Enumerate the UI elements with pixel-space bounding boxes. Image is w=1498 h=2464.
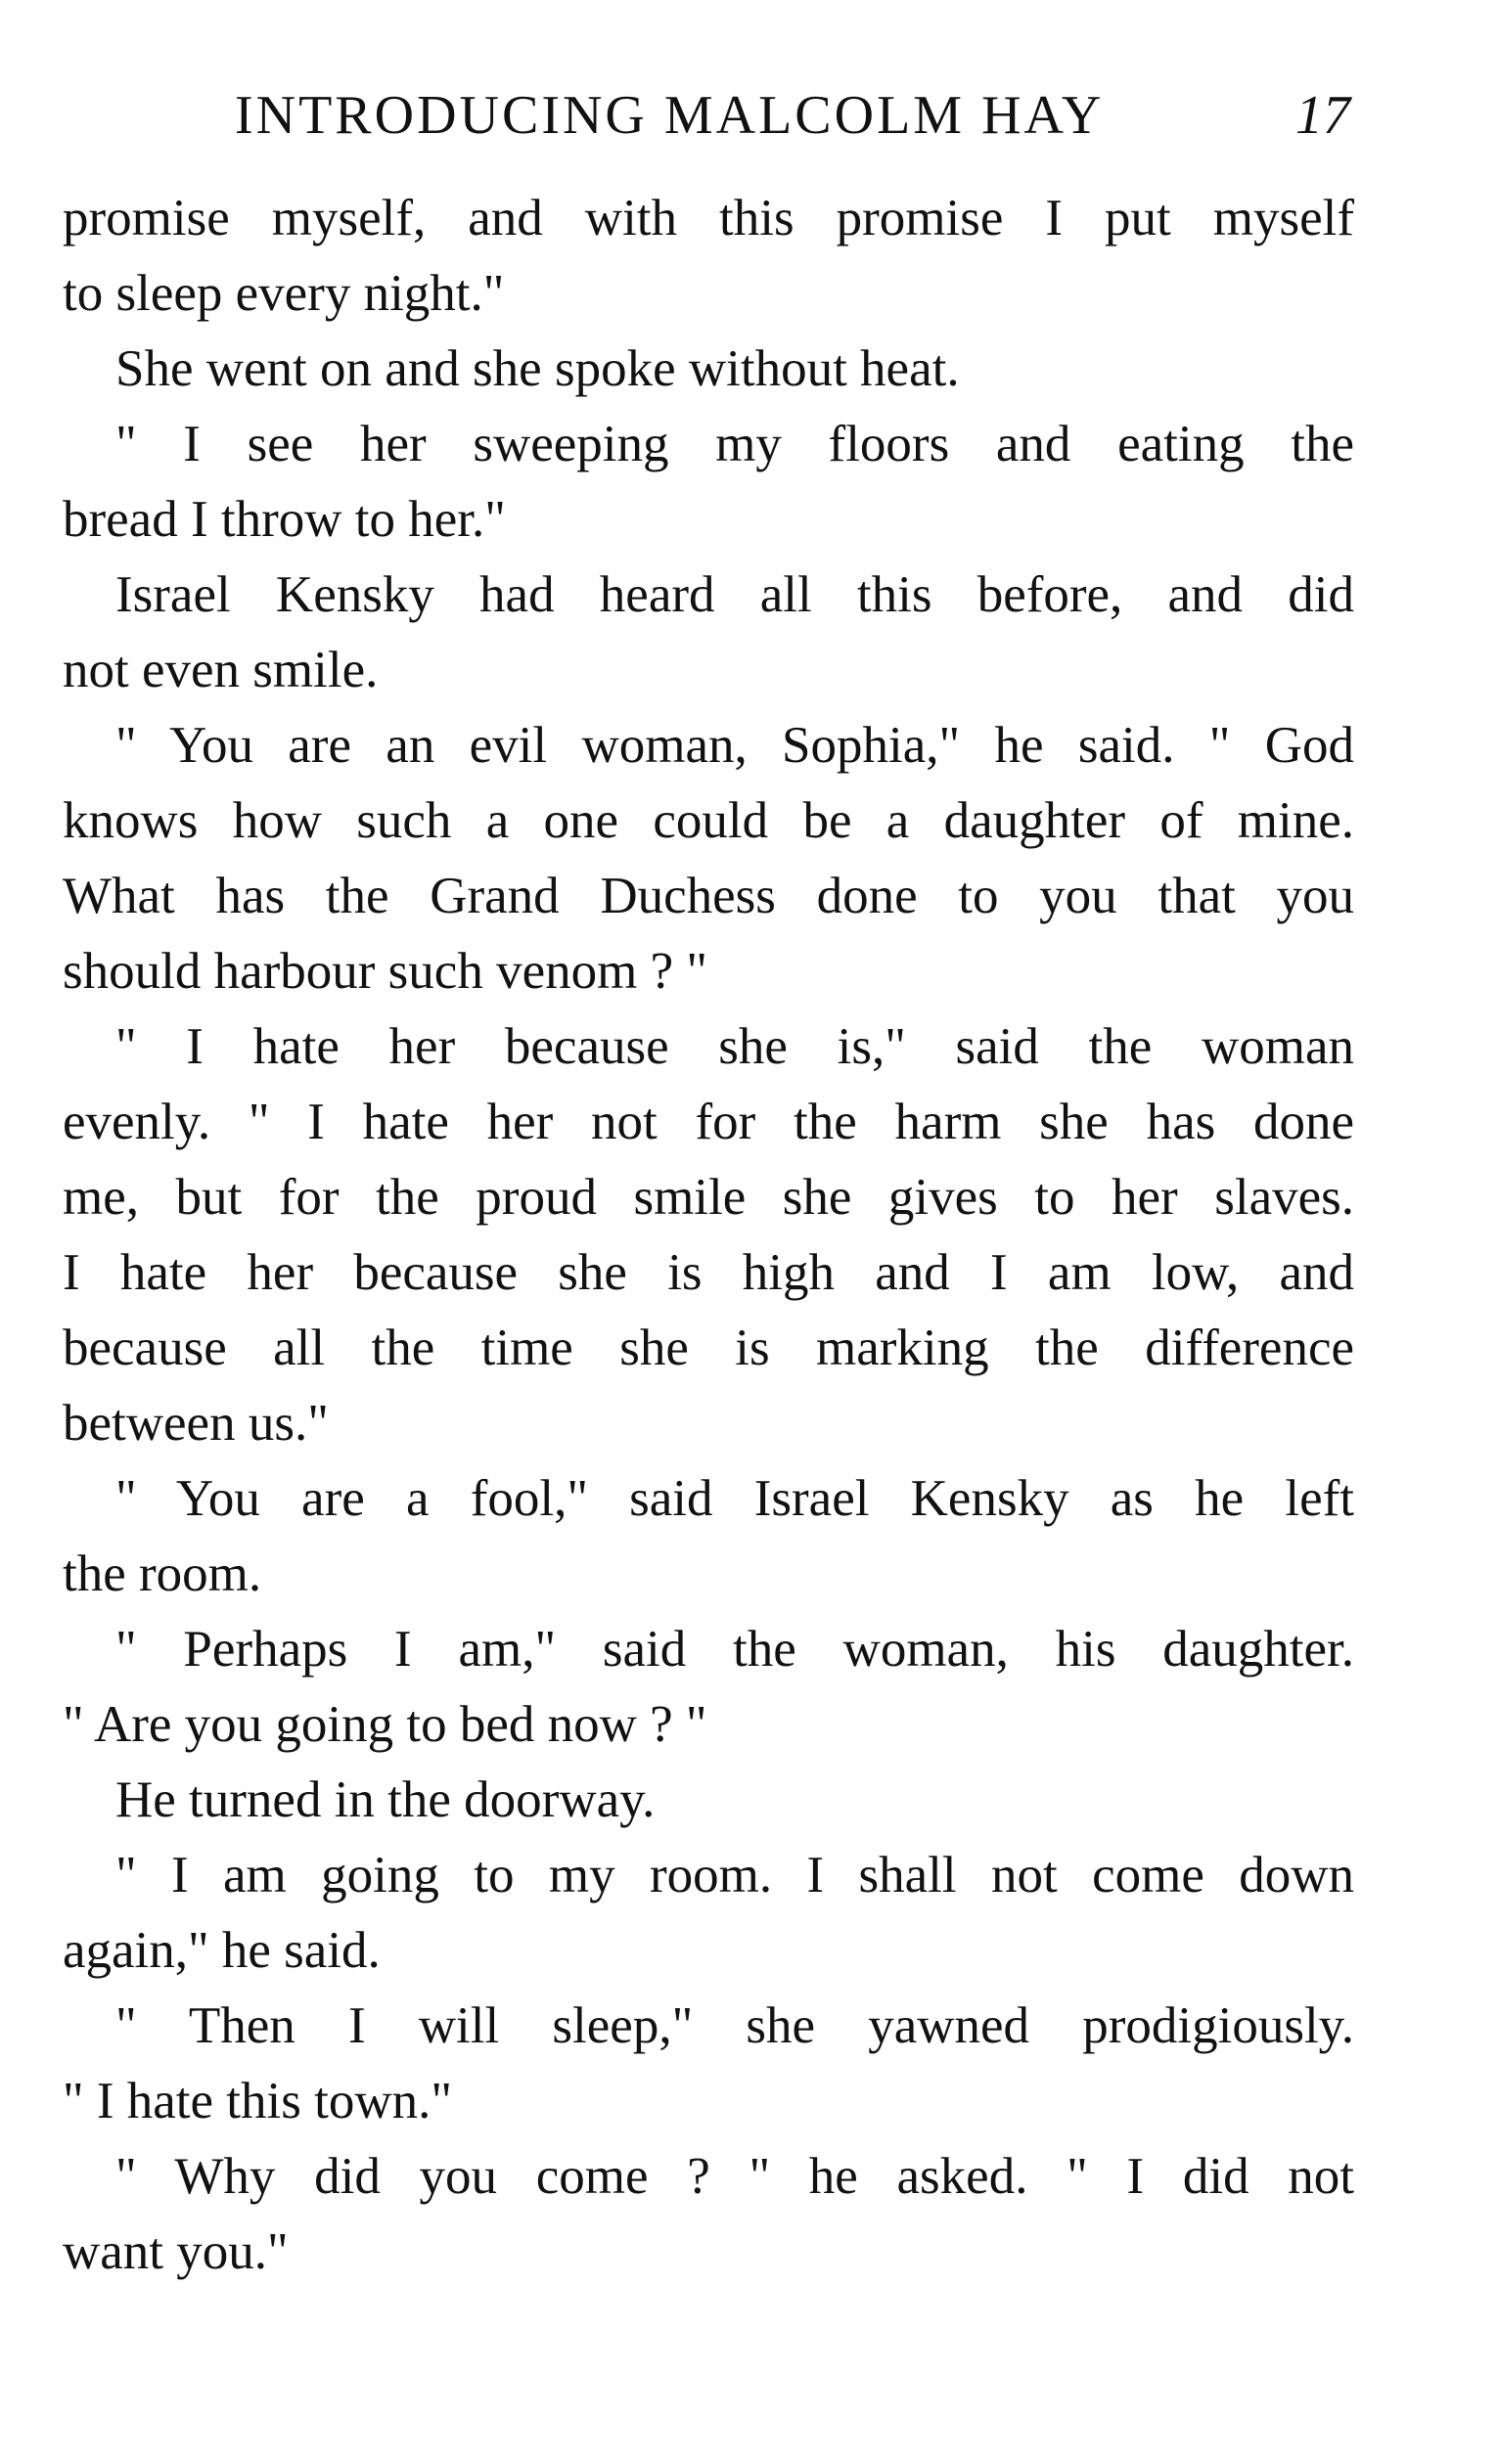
body-text [63,181,1354,2290]
text-line: " I hate this town." [63,2073,453,2129]
text-line: " Perhaps I am," said the woman, his daughter. [115,1621,1354,1678]
text-line: " I am going to my room. I shall not come down [115,1847,1354,1904]
text-line: promise myself, and with this promise I put myself [63,190,1354,246]
text-line: " You are a fool," said Israel Kensky as he left [115,1470,1354,1527]
text-line: She went on and she spoke without heat. [115,340,960,397]
text-line: should harbour such venom ? " [63,943,707,1000]
text-line: between us." [63,1395,329,1452]
text-line: " Then I will sleep," she yawned prodigiously. [115,1997,1354,2054]
chapter-title: INTRODUCING MALCOLM HAY [235,85,1105,146]
text-line: the room. [63,1546,262,1602]
text-line: not even smile. [63,642,379,698]
running-head [235,76,1350,155]
text-line: " Are you going to bed now ? " [63,1696,707,1753]
text-line: knows how such a one could be a daughter of mine. [63,792,1354,849]
text-line: " You are an evil woman, Sophia," he said. " God [115,717,1354,774]
text-line: want you." [63,2223,289,2280]
text-line: " Why did you come ? " he asked. " I did not [115,2148,1354,2205]
text-line: " I hate her because she is," said the woman [115,1018,1354,1075]
text-line: bread I throw to her." [63,491,506,548]
text-line: I hate her because she is high and I am low, and [63,1244,1354,1301]
text-line: He turned in the doorway. [115,1771,656,1828]
text-line: me, but for the proud smile she gives to her slaves. [63,1169,1354,1226]
text-line: because all the time she is marking the difference [63,1320,1354,1376]
text-line: evenly. " I hate her not for the harm she has done [63,1094,1354,1150]
text-line: " I see her sweeping my floors and eating the [115,416,1354,472]
text-line: Israel Kensky had heard all this before, and did [115,566,1354,623]
text-line: to sleep every night." [63,265,505,322]
page-number: 17 [1295,85,1350,146]
text-line: again," he said. [63,1922,381,1979]
text-line: What has the Grand Duchess done to you that you [63,868,1354,924]
